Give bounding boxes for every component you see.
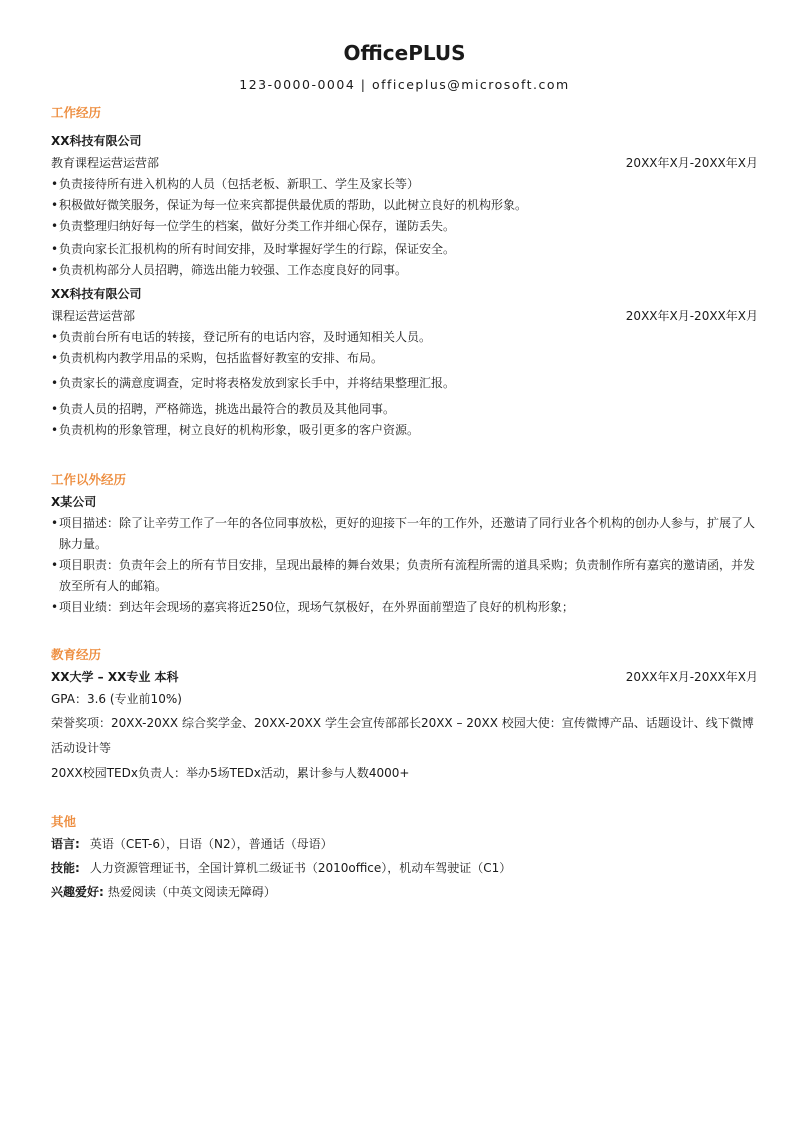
- other-section: [51, 811, 758, 904]
- company-name: XX科技有限公司: [51, 287, 142, 301]
- list-item: • 项目描述：除了让辛劳工作了一年的各位同事放松，更好的迎接下一年的工作外，还邀请了同行业各个机构的创办人参与，扩展了人脉力量。: [51, 516, 756, 551]
- list-item: • 负责机构的形象管理，树立良好的机构形象，吸引更多的客户资源。: [51, 423, 420, 437]
- skill-line: [51, 856, 758, 881]
- list-item: • 项目职责：负责年会上的所有节目安排，呈现出最棒的舞台效果；负责所有流程所需的道具采购；负责制作所有嘉宾的邀请函，并发放至所有人的邮箱。: [51, 558, 756, 593]
- list-item: • 积极做好微笑服务，保证为每一位来宾都提供最优质的帮助，以此树立良好的机构形象。: [51, 198, 528, 212]
- department: 课程运营运营部: [51, 309, 136, 323]
- resume-name: OfficePLUS: [343, 41, 466, 65]
- section-title-work: 工作经历: [51, 105, 102, 120]
- education-date: 20XX年X月-20XX年X月: [625, 670, 758, 684]
- list-item: • 负责整理归纳好每一位学生的档案，做好分类工作并细心保存，谨防丢失。: [51, 219, 456, 233]
- job-date: 20XX年X月-20XX年X月: [625, 156, 758, 170]
- list-item: • 负责前台所有电话的转接，登记所有的电话内容，及时通知相关人员。: [51, 330, 432, 344]
- language-label: 语言:: [51, 837, 80, 851]
- work-section: [51, 102, 758, 441]
- language-line: [51, 833, 758, 856]
- school-name: XX大学 – XX专业 本科: [51, 670, 179, 684]
- list-item: • 负责机构部分人员招聘，筛选出能力较强、工作态度良好的同事。: [51, 263, 408, 277]
- extra-section: [51, 469, 758, 618]
- job-date: 20XX年X月-20XX年X月: [625, 309, 758, 323]
- hobby-value: 热爱阅读（中英文阅读无障碍）: [107, 885, 276, 899]
- tedx-text: 20XX校园TEDx负责人：举办5场TEDx活动，累计参与人数4000+: [51, 766, 410, 780]
- list-item: • 负责接待所有进入机构的人员（包括老板、新职工、学生及家长等）: [51, 177, 420, 191]
- hobby-line: [51, 881, 758, 904]
- list-item: • 项目业绩：到达年会现场的嘉宾将近250位，现场气氛极好，在外界面前塑造了良好的机构形象；: [51, 600, 574, 614]
- hobby-label: 兴趣爱好:: [51, 885, 104, 899]
- company-name: XX科技有限公司: [51, 134, 142, 148]
- job-header: [51, 305, 758, 327]
- school-header: [51, 666, 758, 688]
- gpa-text: GPA：3.6 (专业前10%): [51, 692, 182, 706]
- education-section: [51, 644, 758, 785]
- section-title-extra: 工作以外经历: [51, 472, 127, 487]
- job-header: [51, 152, 758, 174]
- list-item: • 负责家长的满意度调查，定时将表格发放到家长手中，并将结果整理汇报。: [51, 376, 456, 390]
- section-title-education: 教育经历: [51, 647, 102, 662]
- list-item: • 负责人员的招聘，严格筛选，挑选出最符合的教员及其他同事。: [51, 402, 396, 416]
- skill-value: 人力资源管理证书，全国计算机二级证书（2010office），机动车驾驶证（C1）: [89, 861, 512, 875]
- job-entry: [51, 130, 758, 281]
- contact-info: 123-0000-0004 | officeplus@microsoft.com: [239, 77, 570, 92]
- org-name: X某公司: [51, 495, 97, 509]
- job-entry: [51, 283, 758, 441]
- honors-text: 荣誉奖项：20XX-20XX 综合奖学金、20XX-20XX 学生会宣传部部长20XX – 20XX 校园大使：宣传微博产品、话题设计、线下微博活动设计等: [51, 716, 754, 755]
- language-value: 英语（CET-6），日语（N2），普通话（母语）: [89, 837, 333, 851]
- list-item: • 负责机构内教学用品的采购，包括监督好教室的安排、布局。: [51, 351, 384, 365]
- department: 教育课程运营运营部: [51, 156, 160, 170]
- skill-label: 技能:: [51, 861, 80, 875]
- list-item: • 负责向家长汇报机构的所有时间安排，及时掌握好学生的行踪，保证安全。: [51, 242, 456, 256]
- section-title-other: 其他: [51, 814, 77, 829]
